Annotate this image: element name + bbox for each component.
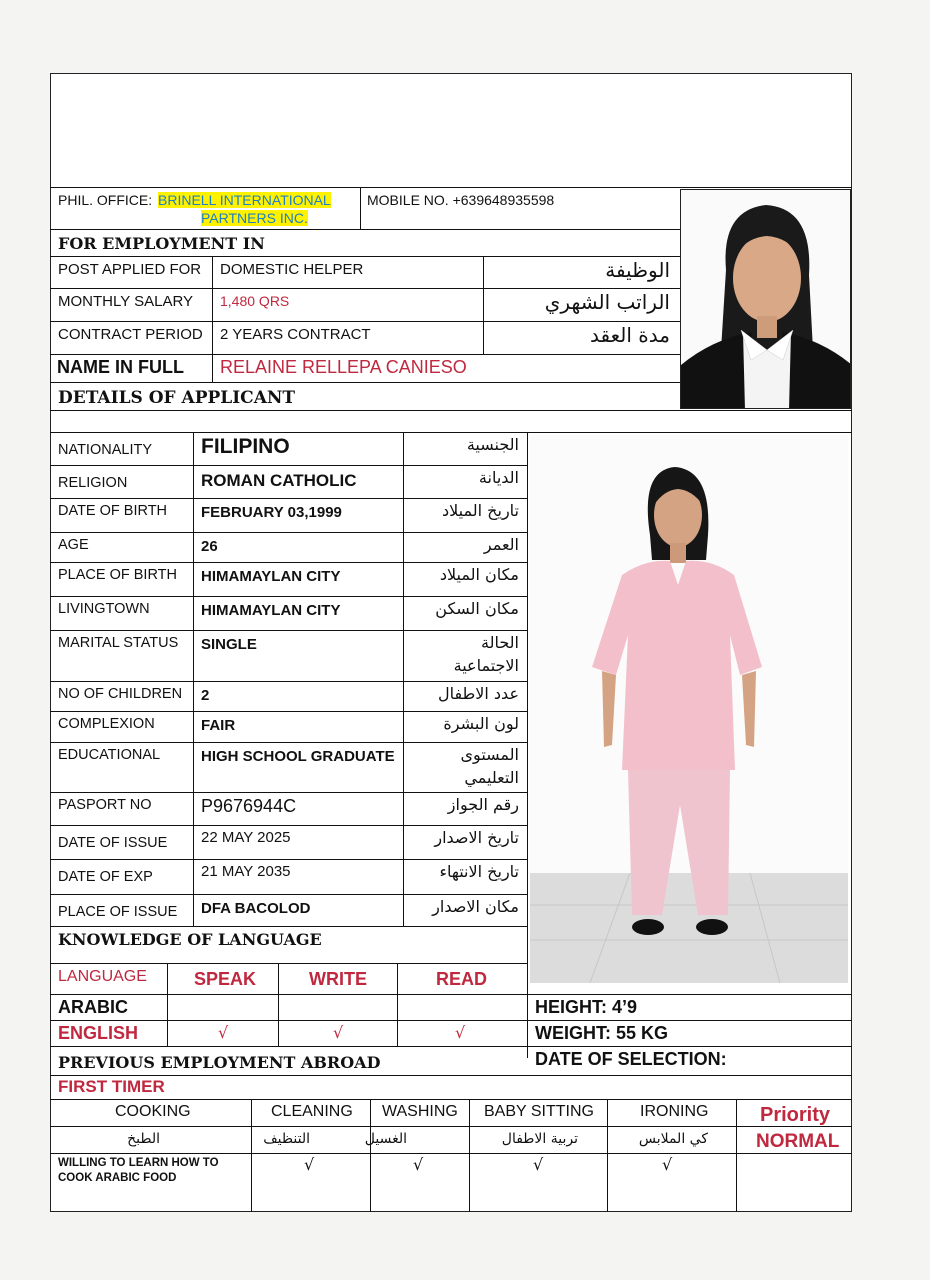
- date-of-selection: DATE OF SELECTION:: [535, 1049, 727, 1069]
- details-section-title: DETAILS OF APPLICANT: [58, 388, 296, 408]
- detail-row-label: DATE OF ISSUE: [58, 835, 168, 851]
- detail-row-value: HIGH SCHOOL GRADUATE: [201, 748, 395, 765]
- detail-row-arabic: تاريخ الاصدار: [434, 828, 519, 847]
- detail-row-arabic-2: التعليمي: [464, 768, 519, 787]
- detail-row-value: SINGLE: [201, 636, 257, 653]
- washing-check: √: [413, 1155, 424, 1174]
- detail-row-label: NATIONALITY: [58, 442, 152, 458]
- detail-row-value: 2: [201, 687, 210, 704]
- skill-babysitting-ar: تربية الاطفال: [501, 1131, 578, 1147]
- english-write-check: √: [333, 1023, 344, 1042]
- english-speak-check: √: [218, 1023, 229, 1042]
- detail-row-arabic-2: الاجتماعية: [453, 656, 519, 675]
- phil-office-name-2: PARTNERS INC.: [201, 210, 308, 226]
- skill-cooking-header: COOKING: [115, 1103, 191, 1120]
- detail-row-arabic: الديانة: [478, 468, 519, 487]
- detail-row-value: 21 MAY 2035: [201, 863, 291, 880]
- previous-employment-title: PREVIOUS EMPLOYMENT ABROAD: [58, 1053, 381, 1072]
- employment-row-value: 1,480 QRS: [220, 293, 290, 309]
- detail-row-value: 22 MAY 2025: [201, 829, 291, 846]
- employment-row-value: 2 YEARS CONTRACT: [220, 326, 371, 343]
- read-header: READ: [436, 969, 488, 989]
- detail-row-value: DFA BACOLOD: [201, 900, 311, 917]
- detail-row-arabic: مكان الميلاد: [439, 565, 519, 584]
- priority-label: Priority: [760, 1104, 831, 1126]
- language-section-title: KNOWLEDGE OF LANGUAGE: [58, 930, 322, 949]
- employment-row-arabic: مدة العقد: [590, 323, 670, 347]
- previous-employment-value: FIRST TIMER: [58, 1077, 165, 1096]
- skill-cleaning-header: CLEANING: [271, 1103, 353, 1120]
- speak-header: SPEAK: [194, 969, 257, 989]
- detail-row-arabic: تاريخ الانتهاء: [439, 862, 519, 881]
- skill-ironing-ar: كي الملابس: [638, 1131, 708, 1147]
- detail-row-value: FAIR: [201, 717, 236, 734]
- detail-row-value: HIMAMAYLAN CITY: [201, 568, 341, 585]
- detail-row-label: RELIGION: [58, 475, 128, 491]
- skill-cooking-ar: الطبخ: [127, 1131, 160, 1147]
- language-header: LANGUAGE: [58, 968, 147, 985]
- detail-row-value: 26: [201, 538, 218, 555]
- language-english: ENGLISH: [58, 1023, 139, 1043]
- detail-row-value: FEBRUARY 03,1999: [201, 504, 342, 521]
- priority-value: NORMAL: [756, 1131, 840, 1152]
- person-portrait-icon: [681, 190, 851, 409]
- detail-row-label: MARITAL STATUS: [58, 635, 179, 651]
- detail-row-label: NO OF CHILDREN: [58, 686, 183, 702]
- detail-row-label: AGE: [58, 537, 89, 553]
- detail-row-arabic: العمر: [483, 535, 519, 554]
- detail-row-value: FILIPINO: [201, 435, 290, 458]
- full-body-photo: [530, 435, 848, 983]
- ironing-check: √: [662, 1155, 673, 1174]
- detail-row-arabic: مكان السكن: [435, 599, 519, 618]
- detail-row-label: DATE OF EXP: [58, 869, 153, 885]
- employment-row-label: CONTRACT PERIOD: [58, 326, 203, 343]
- detail-row-arabic: المستوى: [460, 745, 519, 764]
- detail-row-label: COMPLEXION: [58, 716, 155, 732]
- language-arabic: ARABIC: [58, 997, 128, 1017]
- skill-cleaning-ar: التنظيف: [263, 1131, 310, 1147]
- phil-office-label: PHIL. OFFICE:: [58, 192, 153, 208]
- person-full-body-icon: [530, 435, 848, 983]
- weight-value: WEIGHT: 55 KG: [535, 1023, 669, 1043]
- write-header: WRITE: [309, 969, 367, 989]
- detail-row-arabic: رقم الجواز: [447, 795, 519, 814]
- cooking-note-line2: COOK ARABIC FOOD: [58, 1172, 177, 1184]
- cooking-note-line1: WILLING TO LEARN HOW TO: [58, 1157, 219, 1169]
- height-value: HEIGHT: 4’9: [535, 997, 638, 1017]
- mobile-no: MOBILE NO. +639648935598: [367, 192, 555, 208]
- employment-row-label: MONTHLY SALARY: [58, 293, 194, 310]
- name-label: NAME IN FULL: [57, 357, 184, 377]
- detail-row-value: ROMAN CATHOLIC: [201, 471, 357, 490]
- detail-row-value: P9676944C: [201, 796, 297, 816]
- employment-section-title: FOR EMPLOYMENT IN: [58, 234, 265, 253]
- cleaning-check: √: [304, 1155, 315, 1174]
- skill-washing-header: WASHING: [382, 1103, 458, 1120]
- skill-washing-ar: الغسيل: [364, 1131, 407, 1147]
- phil-office-name: BRINELL INTERNATIONAL: [158, 192, 331, 208]
- skill-ironing-header: IRONING: [640, 1103, 709, 1120]
- applicant-name: RELAINE RELLEPA CANIESO: [220, 357, 467, 377]
- detail-row-arabic: الجنسية: [466, 435, 519, 454]
- detail-row-arabic: تاريخ الميلاد: [442, 501, 519, 520]
- detail-row-label: PLACE OF ISSUE: [58, 904, 178, 920]
- detail-row-label: PASPORT NO: [58, 797, 152, 813]
- detail-row-label: DATE OF BIRTH: [58, 503, 168, 519]
- skill-babysitting-header: BABY SITTING: [484, 1103, 594, 1120]
- employment-row-arabic: الراتب الشهري: [544, 290, 670, 314]
- detail-row-label: LIVINGTOWN: [58, 601, 150, 617]
- detail-row-arabic: الحالة: [481, 633, 519, 652]
- babysitting-check: √: [533, 1155, 544, 1174]
- detail-row-label: EDUCATIONAL: [58, 747, 161, 763]
- detail-row-arabic: عدد الاطفال: [437, 684, 519, 703]
- detail-row-value: HIMAMAYLAN CITY: [201, 602, 341, 619]
- detail-row-arabic: لون البشرة: [443, 714, 519, 733]
- detail-row-label: PLACE OF BIRTH: [58, 567, 177, 583]
- detail-row-arabic: مكان الاصدار: [432, 897, 519, 916]
- portrait-photo: [680, 189, 851, 409]
- employment-row-label: POST APPLIED FOR: [58, 261, 202, 278]
- employment-row-value: DOMESTIC HELPER: [220, 261, 364, 278]
- employment-row-arabic: الوظيفة: [605, 258, 670, 282]
- english-read-check: √: [455, 1023, 466, 1042]
